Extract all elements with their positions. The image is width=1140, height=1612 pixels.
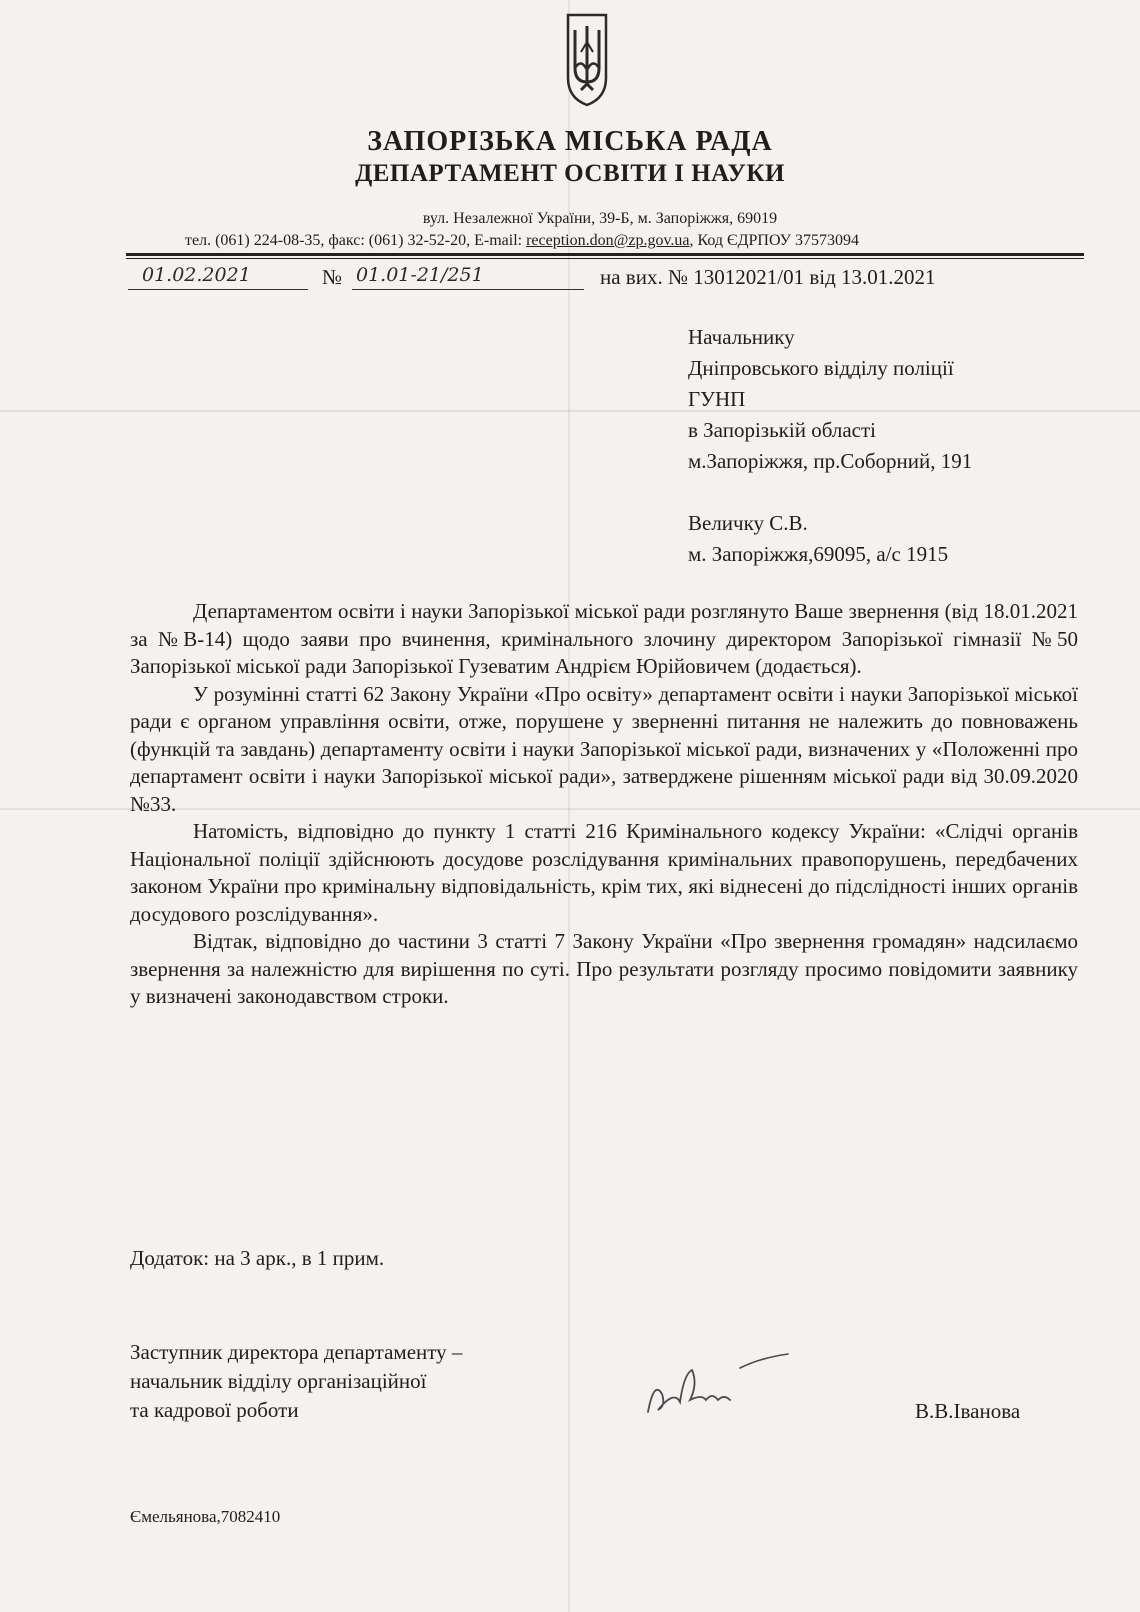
signer-name: В.В.Іванова bbox=[915, 1399, 1021, 1423]
signer-position-line: Заступник директора департаменту – bbox=[130, 1340, 463, 1364]
addressee-line: м.Запоріжжя, пр.Соборний, 191 bbox=[688, 449, 973, 473]
addressee-line: Дніпровського відділу поліції bbox=[688, 356, 954, 380]
signer-position bbox=[130, 1338, 462, 1425]
body-paragraph: Відтак, відповідно до частини 3 статті 7 Закону України «Про звернення громадян» надсилаємо звернення за належністю для вирішення по суті. Про результати розгляду просимо повідомити заявнику у визначені законодавством строки. bbox=[130, 929, 1078, 1008]
contacts-edrpou: , Код ЄДРПОУ 37573094 bbox=[689, 232, 859, 249]
copy-to-line: м. Запоріжжя,69095, а/с 1915 bbox=[688, 542, 949, 566]
date-underline bbox=[128, 289, 308, 290]
addressee-line: в Запорізькій області bbox=[688, 418, 876, 442]
header-rule bbox=[126, 253, 1084, 256]
executor-contact: Ємельянова,7082410 bbox=[130, 1507, 281, 1526]
header-address: вул. Незалежної України, 39-Б, м. Запоріжжя, 69019 bbox=[422, 210, 778, 227]
contacts-phone-fax: тел. (061) 224-08-35, факс: (061) 32-52-20, E-mail: bbox=[185, 232, 527, 249]
signer-position-line: та кадрової роботи bbox=[130, 1398, 299, 1422]
copy-to-block bbox=[688, 508, 948, 570]
body-paragraph: Департаментом освіти і науки Запорізької міської ради розглянуто Ваше звернення (від 18.01.2021 за №В-14) щодо заяви про вчинення, кримінального злочину директором Запорізької гімназії №50 Запорізької міської ради Запорізької Гузеватим Андрієм Юрійовичем (додається). bbox=[130, 599, 1078, 678]
letter-body bbox=[130, 598, 1078, 1011]
department-name: ДЕПАРТАМЕНТ ОСВІТИ І НАУКИ bbox=[355, 160, 785, 187]
attachment-note: Додаток: на 3 арк., в 1 прим. bbox=[130, 1246, 385, 1270]
registration-number: 01.01-21/251 bbox=[356, 264, 484, 286]
outgoing-reference: на вих. № 13012021/01 від 13.01.2021 bbox=[600, 265, 936, 289]
number-underline bbox=[352, 289, 584, 290]
addressee-block bbox=[688, 322, 972, 477]
addressee-line: Начальнику bbox=[688, 325, 795, 349]
body-paragraph: Натомість, відповідно до пункту 1 статті 216 Кримінального кодексу України: «Слідчі органів Національної поліції здійснюють досудове розслідування кримінальних правопорушень, передбачених законом України про кримінальну відповідальність, крім тих, які віднесені до підслідності інших органів досудового розслідування». bbox=[130, 819, 1078, 926]
organization-name: ЗАПОРІЗЬКА МІСЬКА РАДА bbox=[367, 126, 773, 157]
copy-to-line: Величку С.В. bbox=[688, 511, 808, 535]
signer-position-line: начальник відділу організаційної bbox=[130, 1369, 427, 1393]
handwritten-signature bbox=[640, 1350, 790, 1420]
body-paragraph: У розумінні статті 62 Закону України «Про освіту» департамент освіти і науки Запорізької міської ради є органом управління освіти, отже, порушене у зверненні питання не належить до повноважень (функцій та завдань) департаменту освіти і науки Запорізької міської ради, визначених у «Положенні про департамент освіти і науки Запорізької міської ради», затверджене рішенням міської ради від 30.09.2020 №33. bbox=[130, 681, 1078, 816]
addressee-line: ГУНП bbox=[688, 387, 746, 411]
registration-date: 01.02.2021 bbox=[142, 264, 251, 286]
header-rule-thin bbox=[126, 258, 1084, 259]
number-sign: № bbox=[322, 265, 343, 289]
header-contacts bbox=[185, 232, 859, 250]
coat-of-arms-icon bbox=[565, 12, 609, 108]
email-link[interactable]: reception.don@zp.gov.ua bbox=[526, 232, 690, 249]
